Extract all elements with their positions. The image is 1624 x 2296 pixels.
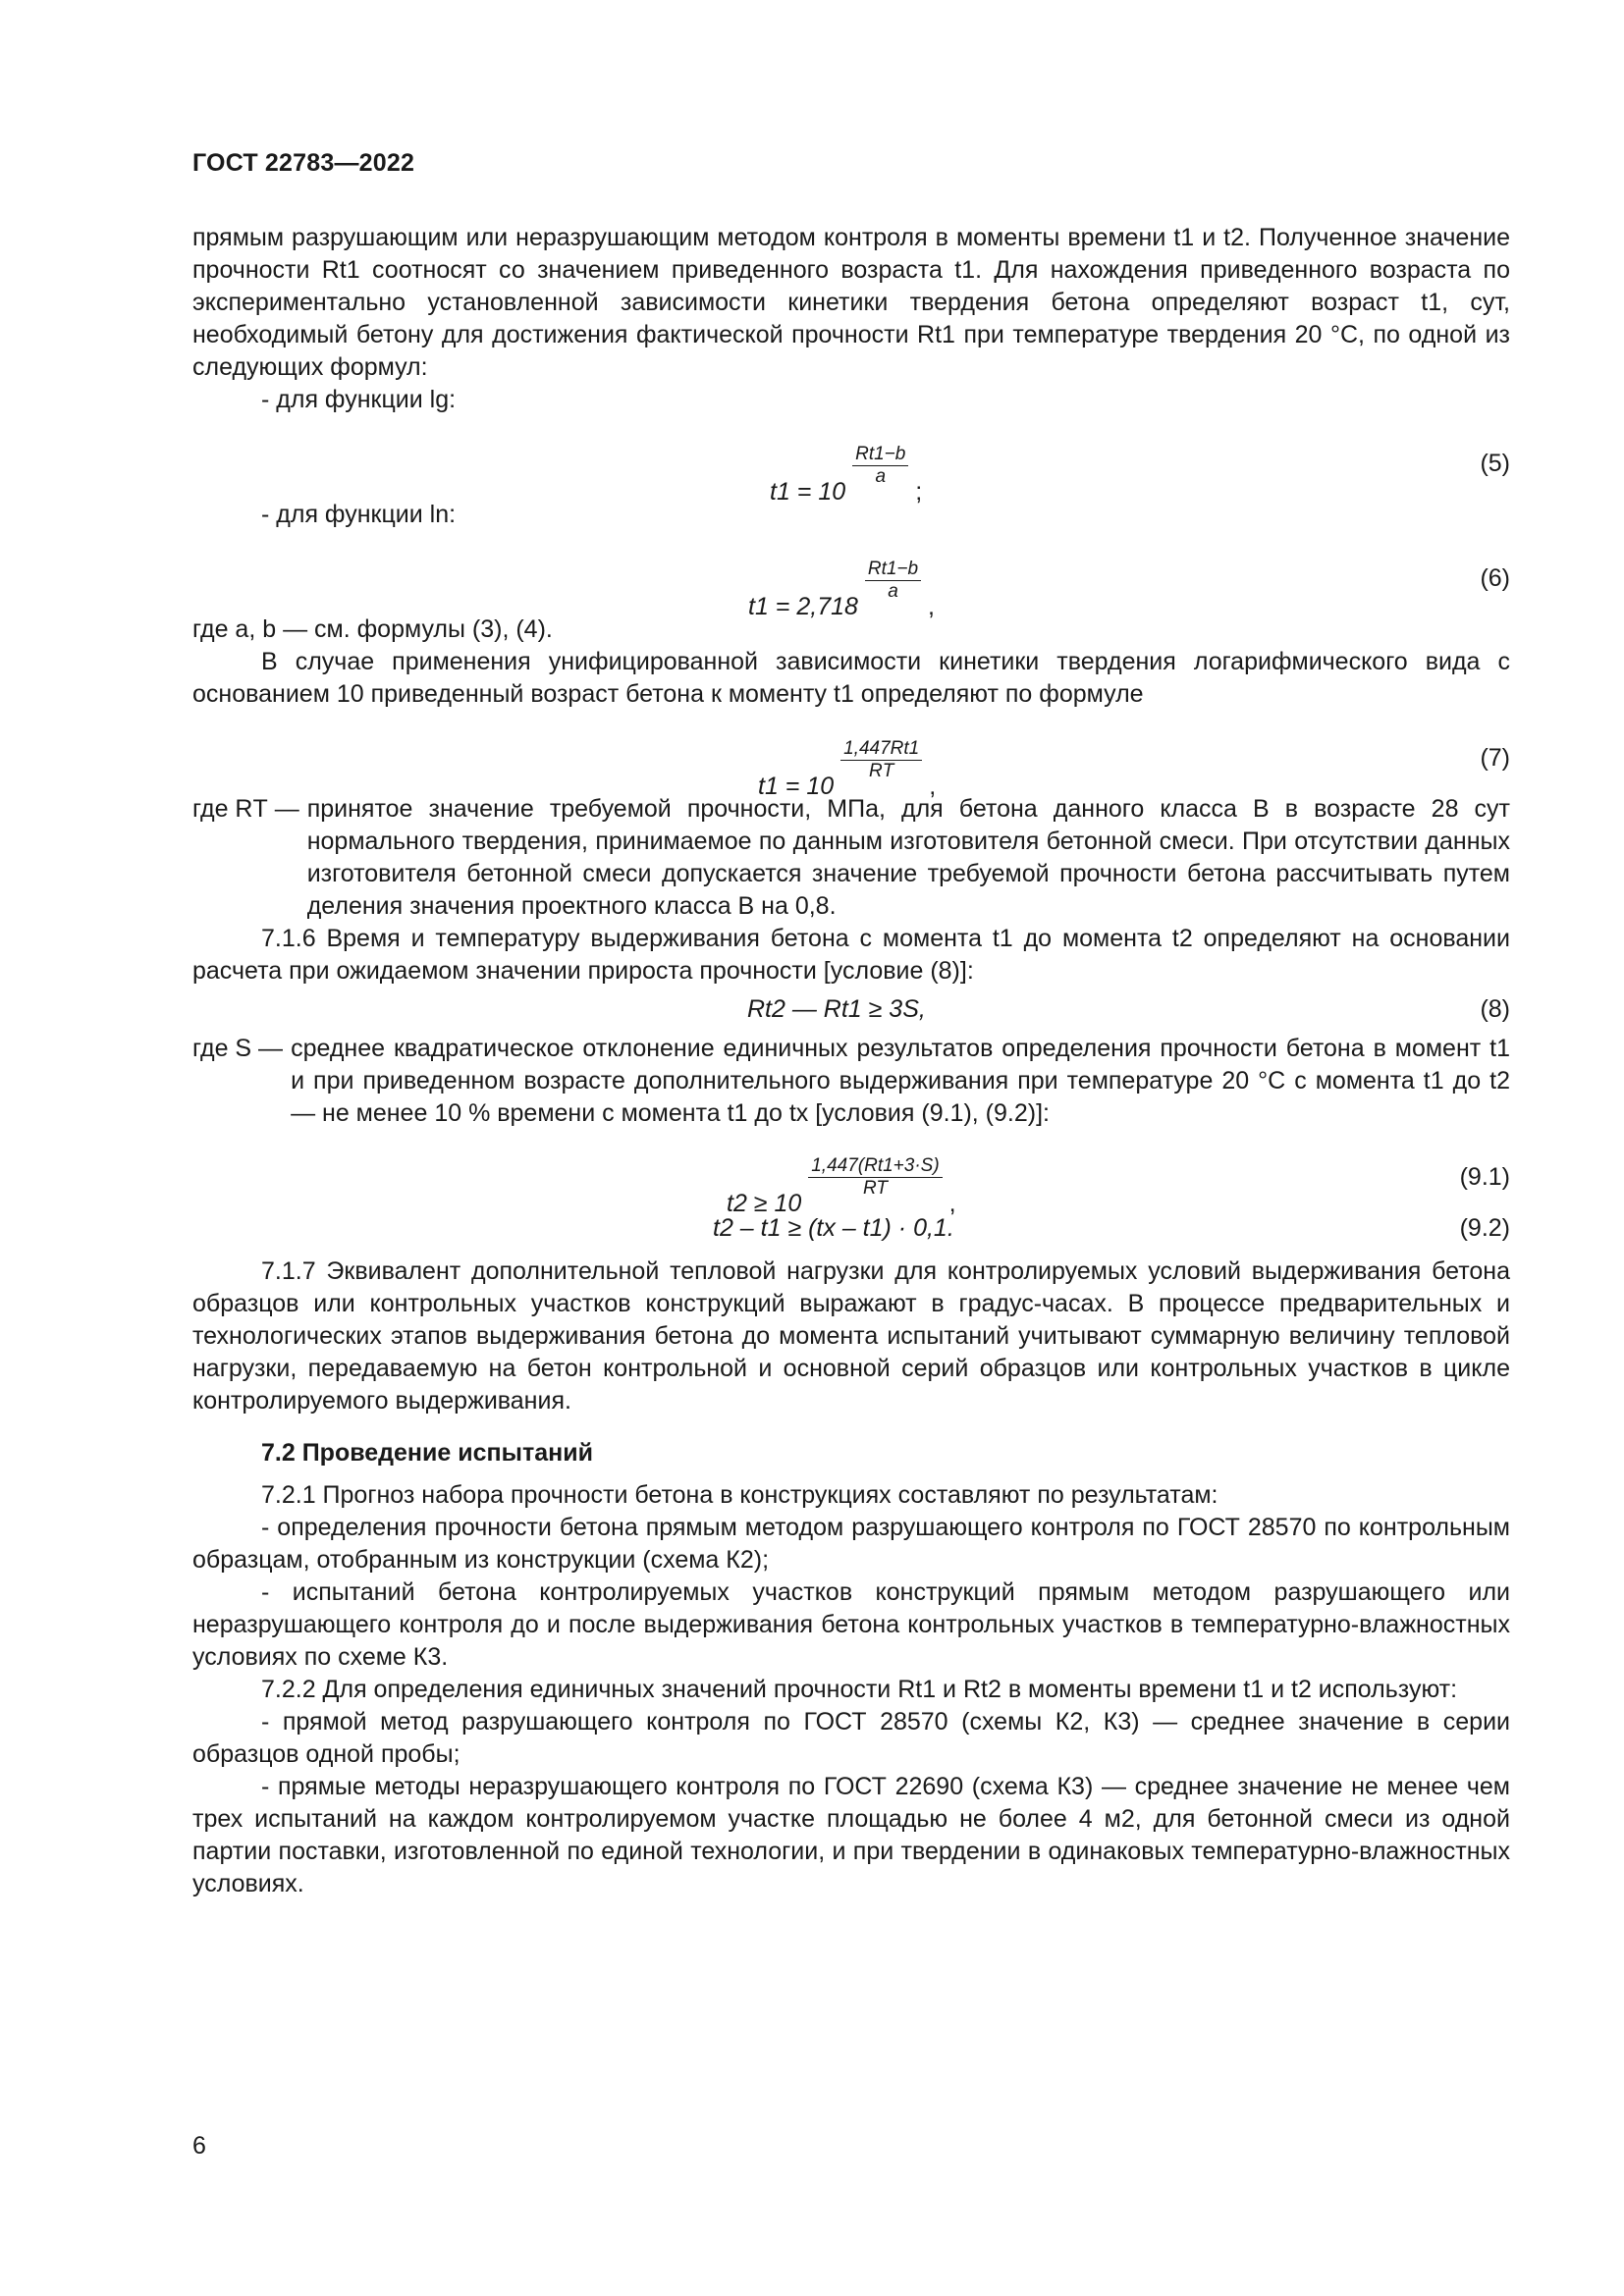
ln-function-label: - для функции ln:	[261, 501, 457, 528]
where-rt-label: где RТ —	[192, 795, 299, 823]
list-item-7-2-1-b: - испытаний бетона контролируемых участков конструкций прямым методом разрушающего или неразрушающего контроля до и после выдерживания бетона контрольных участков в температурно-влажностных условиях по схеме К3.	[192, 1578, 1510, 1671]
where-s-label: где S —	[192, 1035, 284, 1062]
equation-6-exp-numerator: Rt1−b	[865, 559, 921, 581]
equation-6-lhs: t1 = 2,718	[748, 593, 858, 621]
equation-7-lhs: t1 = 10	[758, 773, 835, 801]
equation-5-lhs: t1 = 10	[770, 478, 846, 507]
equation-5-exp-denominator: a	[875, 466, 887, 487]
document-header: ГОСТ 22783—2022	[192, 149, 415, 177]
where-a-b: где a, b — см. формулы (3), (4).	[192, 615, 553, 643]
equation-9-1-tail: ,	[948, 1190, 956, 1218]
equation-9-2	[192, 1212, 1510, 1255]
paragraph-7-1-6: 7.1.6 Время и температуру выдерживания бетона с момента t1 до момента t2 определяют на основании расчета при ожидаемом значении прироста прочности [условие (8)]:	[192, 925, 1510, 985]
equation-8	[192, 988, 1510, 1033]
equation-7-number: (7)	[1480, 744, 1510, 772]
equation-5-number: (5)	[1480, 450, 1510, 477]
paragraph-7-2-1: 7.2.1 Прогноз набора прочности бетона в конструкциях составляют по результатам:	[261, 1481, 1218, 1509]
equation-7-exponent	[840, 738, 922, 782]
list-item-7-2-2-a: - прямой метод разрушающего контроля по ГОСТ 28570 (схемы К2, К3) — среднее значение в серии образцов одной пробы;	[192, 1708, 1510, 1768]
equation-6	[192, 531, 1510, 621]
equation-7-tail: ,	[929, 773, 937, 801]
equation-5-exponent	[852, 444, 908, 488]
equation-9-1	[192, 1130, 1510, 1218]
equation-6-body	[748, 559, 935, 623]
equation-6-exponent	[865, 559, 921, 603]
where-rt-text: принятое значение требуемой прочности, МПа, для бетона данного класса В в возрасте 28 сут нормального твердения, принимаемое по данным изготовителя бетонной смеси. При отсутствии данных изготовителя бетонной смеси допускается значение требуемой прочности бетона рассчитывать путем деления значения проектного класса В на 0,8.	[306, 795, 1510, 920]
equation-5-tail: ;	[915, 478, 923, 507]
where-rt-definition	[192, 793, 1510, 923]
equation-9-1-body	[727, 1155, 956, 1220]
equation-9-2-number: (9.2)	[1459, 1214, 1510, 1242]
equation-9-1-exponent	[808, 1155, 942, 1200]
where-s-definition	[192, 1033, 1510, 1130]
equation-9-1-exp-numerator: 1,447(Rt1+3·S)	[808, 1155, 942, 1178]
equation-8-body: Rt2 — Rt1 ≥ 3S,	[747, 995, 926, 1023]
equation-9-1-number: (9.1)	[1459, 1163, 1510, 1191]
equation-6-exp-denominator: a	[888, 581, 898, 602]
equation-7	[192, 711, 1510, 801]
equation-7-exp-numerator: 1,447Rt1	[840, 738, 922, 761]
equation-8-number: (8)	[1480, 995, 1510, 1023]
document-body	[192, 222, 1510, 1900]
equation-6-tail: ,	[928, 593, 935, 621]
equation-5-exp-numerator: Rt1−b	[852, 444, 908, 466]
list-item-7-2-2-b: - прямые методы неразрушающего контроля по ГОСТ 22690 (схема К3) — среднее значение не менее чем трех испытаний на каждом контролируемом участке площадью не более 4 м2, для бетонной смеси из одной партии поставки, изготовленной по единой технологии, и при твердении в одинаковых температурно-влажностных условиях.	[192, 1773, 1510, 1897]
lg-function-label: - для функции lg:	[261, 386, 457, 413]
equation-9-2-body: t2 – t1 ≥ (tx – t1) · 0,1.	[713, 1214, 954, 1242]
equation-9-1-exp-denominator: RT	[862, 1178, 888, 1199]
list-item-7-2-1-a: - определения прочности бетона прямым методом разрушающего контроля по ГОСТ 28570 по контрольным образцам, отобранным из конструкции (схема К2);	[192, 1514, 1510, 1574]
paragraph-intro: прямым разрушающим или неразрушающим методом контроля в моменты времени t1 и t2. Полученное значение прочности Rt1 соотносят со значением приведенного возраста t1. Для нахождения приведенного возраста по экспериментально установленной зависимости кинетики твердения бетона определяют возраст t1, сут, необходимый бетону для достижения фактической прочности Rt1 при температуре твердения 20 °С, по одной из следующих формул:	[192, 224, 1510, 381]
paragraph-7-1-7: 7.1.7 Эквивалент дополнительной тепловой нагрузки для контролируемых условий выдерживания бетона образцов или контрольных участков конструкций выражают в градус-часах. В процессе предварительных и технологических этапов выдерживания бетона до момента испытаний учитывают суммарную величину тепловой нагрузки, передаваемую на бетон контрольной и основной серий образцов или контрольных участков в цикле контролируемого выдерживания.	[192, 1257, 1510, 1415]
equation-5-body	[770, 444, 922, 508]
equation-7-body	[758, 738, 936, 803]
page-number: 6	[192, 2132, 206, 2160]
paragraph-7-2-2: 7.2.2 Для определения единичных значений прочности Rt1 и Rt2 в моменты времени t1 и t2 используют:	[261, 1676, 1458, 1703]
paragraph-unified: В случае применения унифицированной зависимости кинетики твердения логарифмического вида с основанием 10 приведенный возраст бетона к моменту t1 определяют по формуле	[192, 648, 1510, 708]
equation-6-number: (6)	[1480, 564, 1510, 592]
equation-7-exp-denominator: RТ	[869, 761, 894, 781]
equation-9-1-lhs: t2 ≥ 10	[727, 1190, 802, 1218]
section-heading-7-2: 7.2 Проведение испытаний	[261, 1439, 593, 1467]
equation-5	[192, 416, 1510, 507]
where-s-text: среднее квадратическое отклонение единичных результатов определения прочности бетона в момент t1 и при приведенном возрасте дополнительного выдерживания при температуре 20 °С с момента t1 до t2 — не менее 10 % времени с момента t1 до tx [условия (9.1), (9.2)]:	[291, 1035, 1510, 1127]
